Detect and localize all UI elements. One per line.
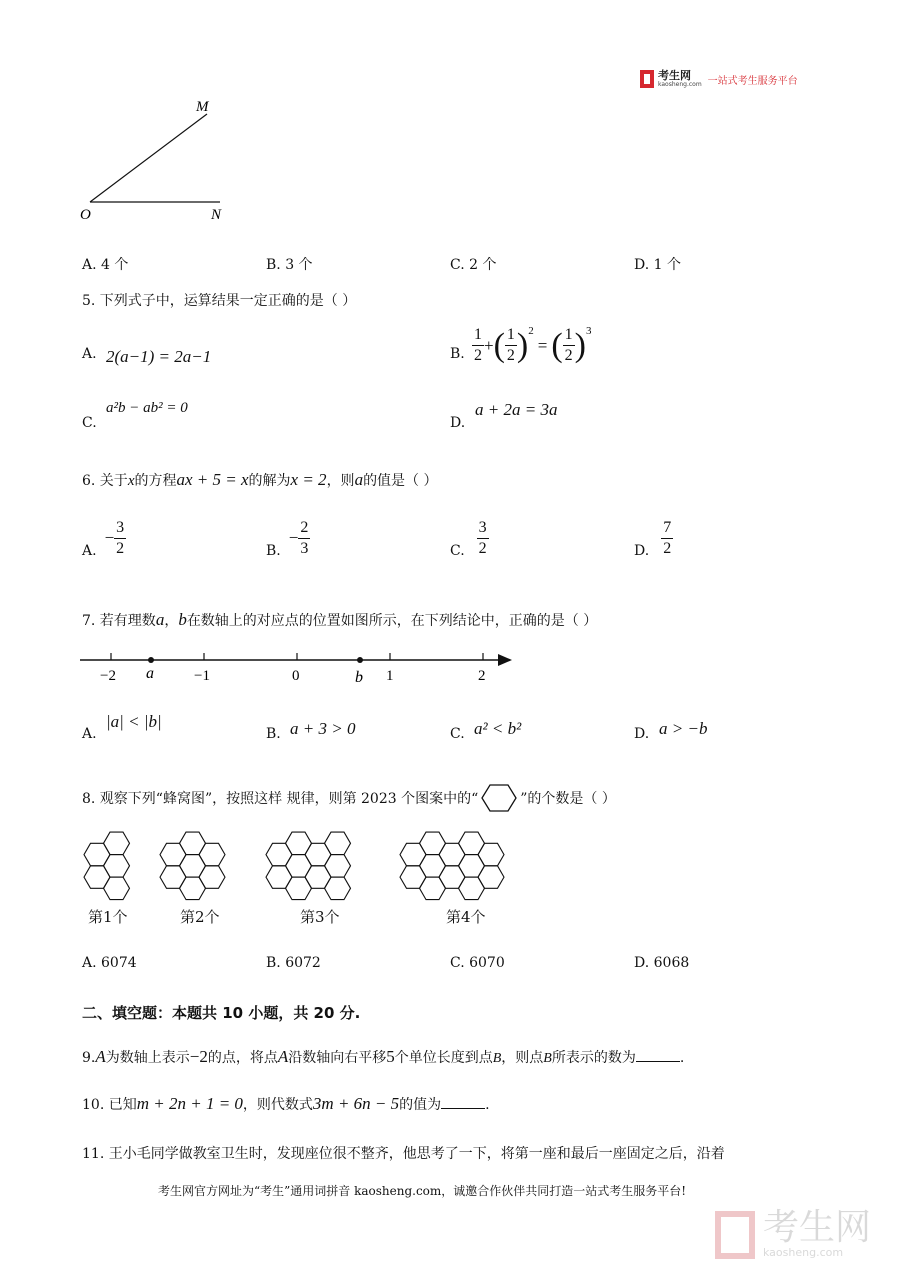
angle-figure: [80, 95, 240, 225]
q9-answer-blank[interactable]: [636, 1049, 680, 1062]
hex-fig4-c0-r0: [400, 843, 426, 866]
logo-icon: [640, 70, 654, 88]
hex-fig3-c3-r0: [325, 832, 351, 855]
q9-stem: 9. A 为数轴上表示 −2 的点，将点 A 沿数轴向右平移 5 个单位长度到点 B ，则点 B 所表示的数为 .: [82, 1047, 685, 1066]
fig-label-4: 第4个: [446, 908, 486, 926]
q5-b-frac2: $\frac{1}{2}$: [506, 326, 515, 364]
fig-label-3: 第3个: [300, 908, 340, 926]
q11-stem: 11. 王小毛同学做教室卫生时，发现座位很不整齐，他思考了一下，将第一座和最后一座固定之后，沿着: [82, 1146, 725, 1162]
label-b: b: [355, 669, 363, 686]
q5-b-frac3: $\frac{1}{2}$: [564, 326, 573, 364]
hex-fig3-c1-r2: [286, 877, 312, 900]
label-neg1: −1: [194, 668, 210, 684]
watermark: [715, 1207, 872, 1259]
q8-option-d[interactable]: D. 6068: [634, 955, 690, 971]
q7-option-c-label[interactable]: C.: [450, 726, 465, 742]
hex-fig4-c2-r1: [439, 866, 465, 889]
hex-fig2-c1-r1: [180, 855, 206, 878]
hex-fig4-c1-r0: [420, 832, 446, 855]
hex-fig2-c0-r1: [160, 866, 186, 889]
q7-option-d-expr: a > −b: [659, 719, 708, 738]
number-line: [80, 648, 520, 690]
hex-fig2-c2-r1: [199, 866, 225, 889]
q7-option-c-expr: a² < b²: [474, 719, 522, 738]
hex-fig1-c1-r0: [104, 832, 130, 855]
watermark-domain: kaosheng.com: [763, 1246, 844, 1259]
hexagon-icon: [480, 783, 518, 813]
label-n: N: [211, 207, 222, 223]
q7-option-b-expr: a + 3 > 0: [290, 719, 356, 738]
q5-option-d-label[interactable]: D.: [450, 415, 466, 431]
q5-option-a-label[interactable]: A.: [82, 346, 97, 362]
hex-fig1-c0-r1: [84, 866, 110, 889]
hex-fig3-c3-r2: [325, 877, 351, 900]
q7-option-a-label[interactable]: A.: [82, 726, 97, 742]
q7-option-a-expr: |a| < |b|: [106, 712, 162, 731]
hex-fig2-c0-r0: [160, 843, 186, 866]
hex-fig3-c0-r0: [266, 843, 292, 866]
q5-option-b-label[interactable]: B.: [450, 346, 465, 362]
hex-fig4-c3-r0: [459, 832, 485, 855]
q5-option-c-label[interactable]: C.: [82, 415, 97, 431]
q5-b-frac1: $\frac{1}{2}$: [474, 326, 482, 364]
hex-fig1-c0-r0: [84, 843, 110, 866]
watermark-name: 考生网: [763, 1207, 872, 1248]
fig-label-1: 第1个: [88, 908, 128, 926]
label-neg2: −2: [100, 668, 116, 684]
label-2: 2: [478, 668, 486, 684]
q6-option-c[interactable]: C. $\frac{3}{2}$: [450, 518, 487, 559]
q7-option-d-label[interactable]: D.: [634, 726, 650, 742]
q7-option-b-label[interactable]: B.: [266, 726, 281, 742]
hex-fig4-c4-r0: [478, 843, 504, 866]
hex-fig4-c3-r2: [459, 877, 485, 900]
q5-option-c-expr: a²b − ab² = 0: [106, 400, 188, 416]
header-logo: [640, 70, 798, 88]
footer-text: 考生网官方网址为“考生”通用词拼音 kaosheng.com，诚邀合作伙伴共同打造一站式考生服务平台!: [158, 1184, 687, 1198]
logo-slogan: 一站式考生服务平台: [707, 75, 798, 87]
hex-fig4-c0-r1: [400, 866, 426, 889]
hex-fig3-c1-r1: [286, 855, 312, 878]
q5-option-b-expr: $\frac{1}{2}$ + ( $\frac{1}{2}$ ) 2 = ( $\frac{1}{2}$ ) 3: [474, 325, 592, 364]
hex-fig2-c1-r0: [180, 832, 206, 855]
hex-fig3-c2-r0: [305, 843, 331, 866]
hex-fig4-c3-r1: [459, 855, 485, 878]
hex-fig1-c1-r1: [104, 855, 130, 878]
q4-option-c[interactable]: C. 2 个: [450, 257, 497, 273]
label-1: 1: [386, 668, 394, 684]
hex-fig3-c0-r1: [266, 866, 292, 889]
q4-option-b[interactable]: B. 3 个: [266, 257, 313, 273]
q8-option-a[interactable]: A. 6074: [82, 955, 137, 971]
fig-label-2: 第2个: [180, 908, 220, 926]
label-a: a: [146, 665, 154, 682]
q8-option-c[interactable]: C. 6070: [450, 955, 505, 971]
hex-fig4-c2-r0: [439, 843, 465, 866]
q8-stem: 8. 观察下列“蜂窝图”，按照这样 规律，则第 2023 个图案中的“ ”的个数是（ ）: [82, 783, 616, 813]
honeycomb-group: [84, 832, 504, 900]
hex-fig3-c1-r0: [286, 832, 312, 855]
q6-option-b[interactable]: B. − $\frac{2}{3}$: [266, 518, 309, 559]
section2-heading: 二、填空题：本题共 10 小题，共 20 分.: [82, 1004, 361, 1022]
hex-fig4-c1-r2: [420, 877, 446, 900]
point-b: [357, 657, 363, 663]
q10-answer-blank[interactable]: [441, 1096, 485, 1109]
hex-fig3-c2-r1: [305, 866, 331, 889]
honeycomb-figures: [78, 822, 548, 912]
q6-stem: 6. 关于 x 的方程 ax + 5 = x 的解为 x = 2 ，则 a 的值是（ ）: [82, 470, 438, 489]
q7-stem: 7. 若有理数 a ， b 在数轴上的对应点的位置如图所示，在下列结论中，正确的是（ ）: [82, 610, 598, 629]
q8-option-b[interactable]: B. 6072: [266, 955, 321, 971]
point-a: [148, 657, 154, 663]
logo-domain: kaosheng.com: [658, 81, 702, 88]
ray-om: [90, 114, 207, 202]
q4-option-d[interactable]: D. 1 个: [634, 257, 681, 273]
q5-option-a-expr: 2(a−1) = 2a−1: [106, 347, 212, 366]
logo-name: 考生网: [658, 69, 691, 82]
hex-fig2-c1-r2: [180, 877, 206, 900]
q6-option-d[interactable]: D. $\frac{7}{2}$: [634, 518, 672, 559]
hex-fig2-c2-r0: [199, 843, 225, 866]
axis-arrow-icon: [498, 654, 512, 666]
label-m: M: [196, 99, 209, 115]
q10-stem: 10. 已知 m + 2n + 1 = 0 ，则代数式 3m + 6n − 5 的值为 .: [82, 1094, 490, 1113]
watermark-logo-icon: [715, 1211, 755, 1259]
q6-option-a[interactable]: A. − $\frac{3}{2}$: [82, 518, 125, 559]
hex-fig3-c3-r1: [325, 855, 351, 878]
label-0: 0: [292, 668, 300, 684]
q4-option-a[interactable]: A. 4 个: [82, 257, 129, 273]
hex-fig4-c1-r1: [420, 855, 446, 878]
q5-option-d-expr: a + 2a = 3a: [475, 400, 558, 419]
hex-fig1-c1-r2: [104, 877, 130, 900]
q5-stem: 5. 下列式子中，运算结果一定正确的是（ ）: [82, 293, 357, 309]
label-o: O: [80, 207, 91, 223]
hex-fig4-c4-r1: [478, 866, 504, 889]
